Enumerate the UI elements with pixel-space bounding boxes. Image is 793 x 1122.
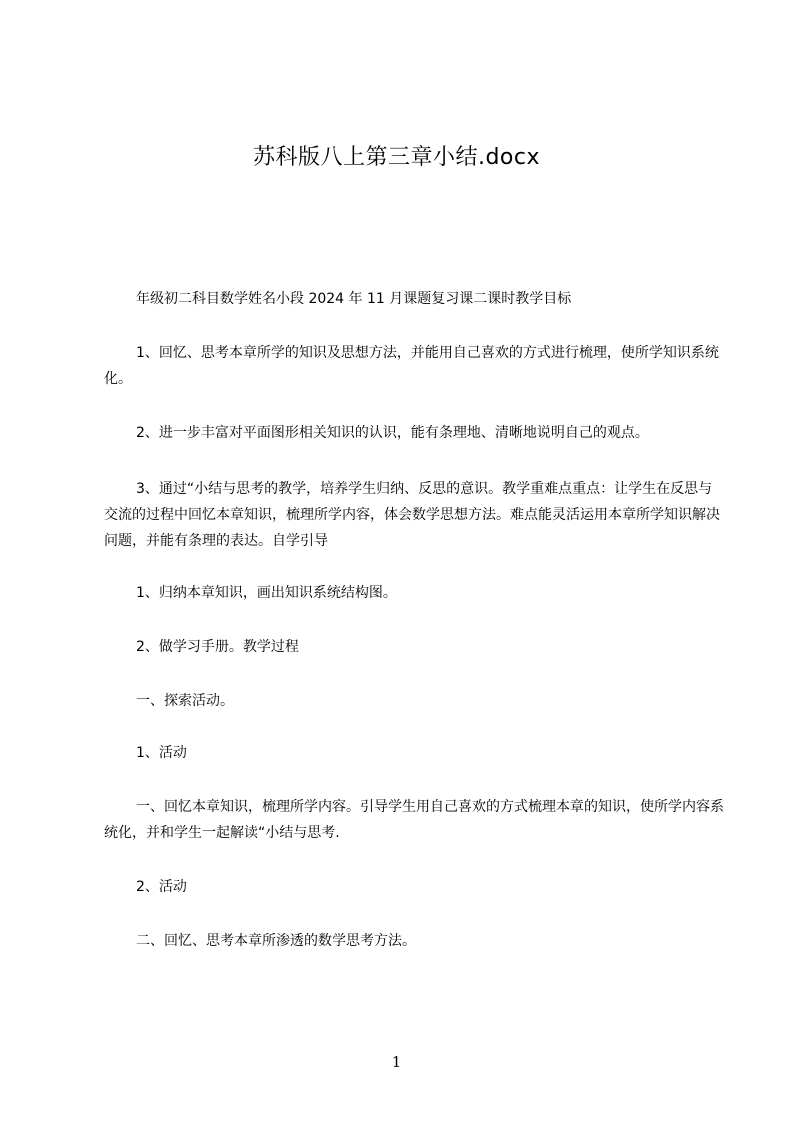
document-title: 苏科版八上第三章小结.docx [252, 145, 541, 170]
paragraph-section-1: 一、探索活动。 [136, 693, 234, 709]
paragraph-course-info: 年级初二科目数学姓名小段 2024 年 11 月课题复习课二课时教学目标 [136, 291, 572, 307]
paragraph-activity-1-content: 一、回忆本章知识，梳理所学内容。引导学生用自己喜欢的方式梳理本章的知识，使所学内容系统化，并和学生一起解读“小结与思考. [104, 799, 724, 841]
paragraph-objective-2: 2、进一步丰富对平面图形相关知识的认识，能有条理地、清晰地说明自己的观点。 [136, 425, 649, 441]
paragraph-activity-2-content: 二、回忆、思考本章所渗透的数学思考方法。 [136, 933, 416, 949]
page-number: 1 [391, 1053, 402, 1071]
paragraph-activity-1: 1、活动 [136, 745, 187, 761]
paragraph-objective-3: 3、通过“小结与思考的教学，培养学生归纳、反思的意识。教学重难点重点：让学生在反思与交流的过程中回忆本章知识，梳理所学内容，体会数学思想方法。难点能灵活运用本章所学知识解决问题，并能有条理的表达。自学引导 [104, 481, 720, 549]
paragraph-guide-2: 2、做学习手册。教学过程 [136, 639, 299, 655]
paragraph-activity-2: 2、活动 [136, 879, 187, 895]
paragraph-guide-1: 1、归纳本章知识，画出知识系统结构图。 [136, 585, 397, 601]
paragraph-objective-1: 1、回忆、思考本章所学的知识及思想方法，并能用自己喜欢的方式进行梳理，使所学知识系统化。 [104, 345, 719, 387]
